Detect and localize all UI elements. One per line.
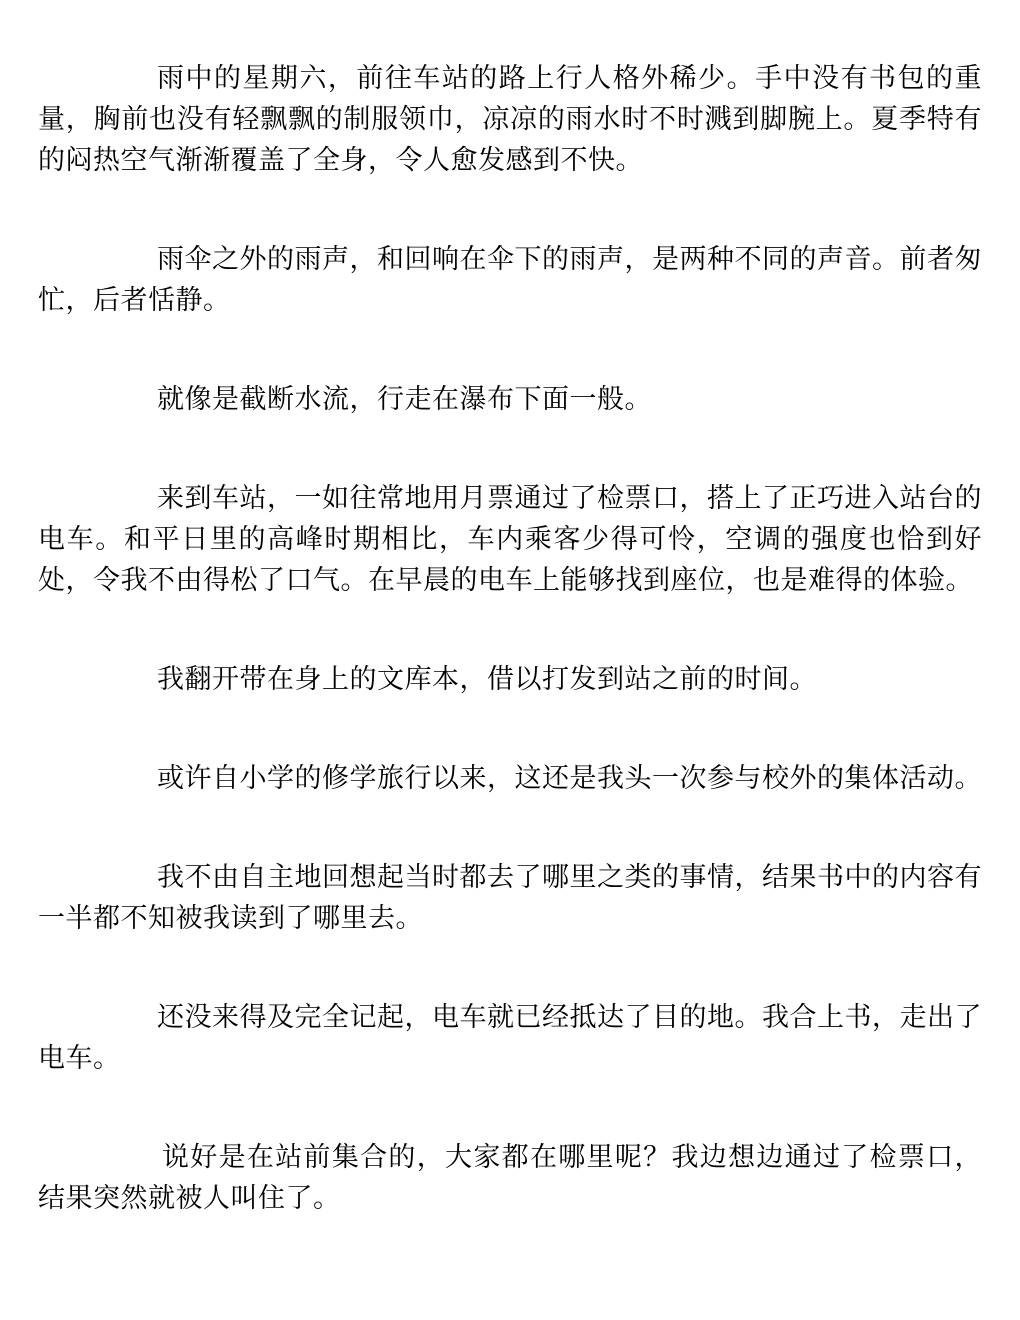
paragraph-6: 或许自小学的修学旅行以来，这还是我头一次参与校外的集体活动。 [157, 763, 982, 794]
paragraph-2: 雨伞之外的雨声，和回响在伞下的雨声，是两种不同的声音。前者匆忙，后者恬静。 [38, 244, 982, 316]
paragraph-4: 来到车站，一如往常地用月票通过了检票口，搭上了正巧进入站台的电车。和平日里的高峰时期相比，车内乘客少得可怜，空调的强度也恰到好处，令我不由得松了口气。在早晨的电车上能够找到座位，也是难得的体验。 [38, 483, 982, 596]
paragraph-1: 雨中的星期六，前往车站的路上行人格外稀少。手中没有书包的重量，胸前也没有轻飘飘的制服领巾，凉凉的雨水时不时溅到脚腕上。夏季特有的闷热空气渐渐覆盖了全身，令人愈发感到不快。 [38, 63, 982, 176]
paragraph-9: 说好是在站前集合的，大家都在哪里呢？我边想边通过了检票口，结果突然就被人叫住了。 [38, 1142, 982, 1214]
paragraph-3: 就像是截断水流，行走在瀑布下面一般。 [157, 384, 652, 415]
document-page [38, 58, 982, 1219]
paragraph-5: 我翻开带在身上的文库本，借以打发到站之前的时间。 [157, 664, 817, 695]
paragraph-7: 我不由自主地回想起当时都去了哪里之类的事情，结果书中的内容有一半都不知被我读到了哪里去。 [38, 862, 982, 934]
paragraph-8: 还没来得及完全记起，电车就已经抵达了目的地。我合上书，走出了电车。 [38, 1002, 982, 1074]
